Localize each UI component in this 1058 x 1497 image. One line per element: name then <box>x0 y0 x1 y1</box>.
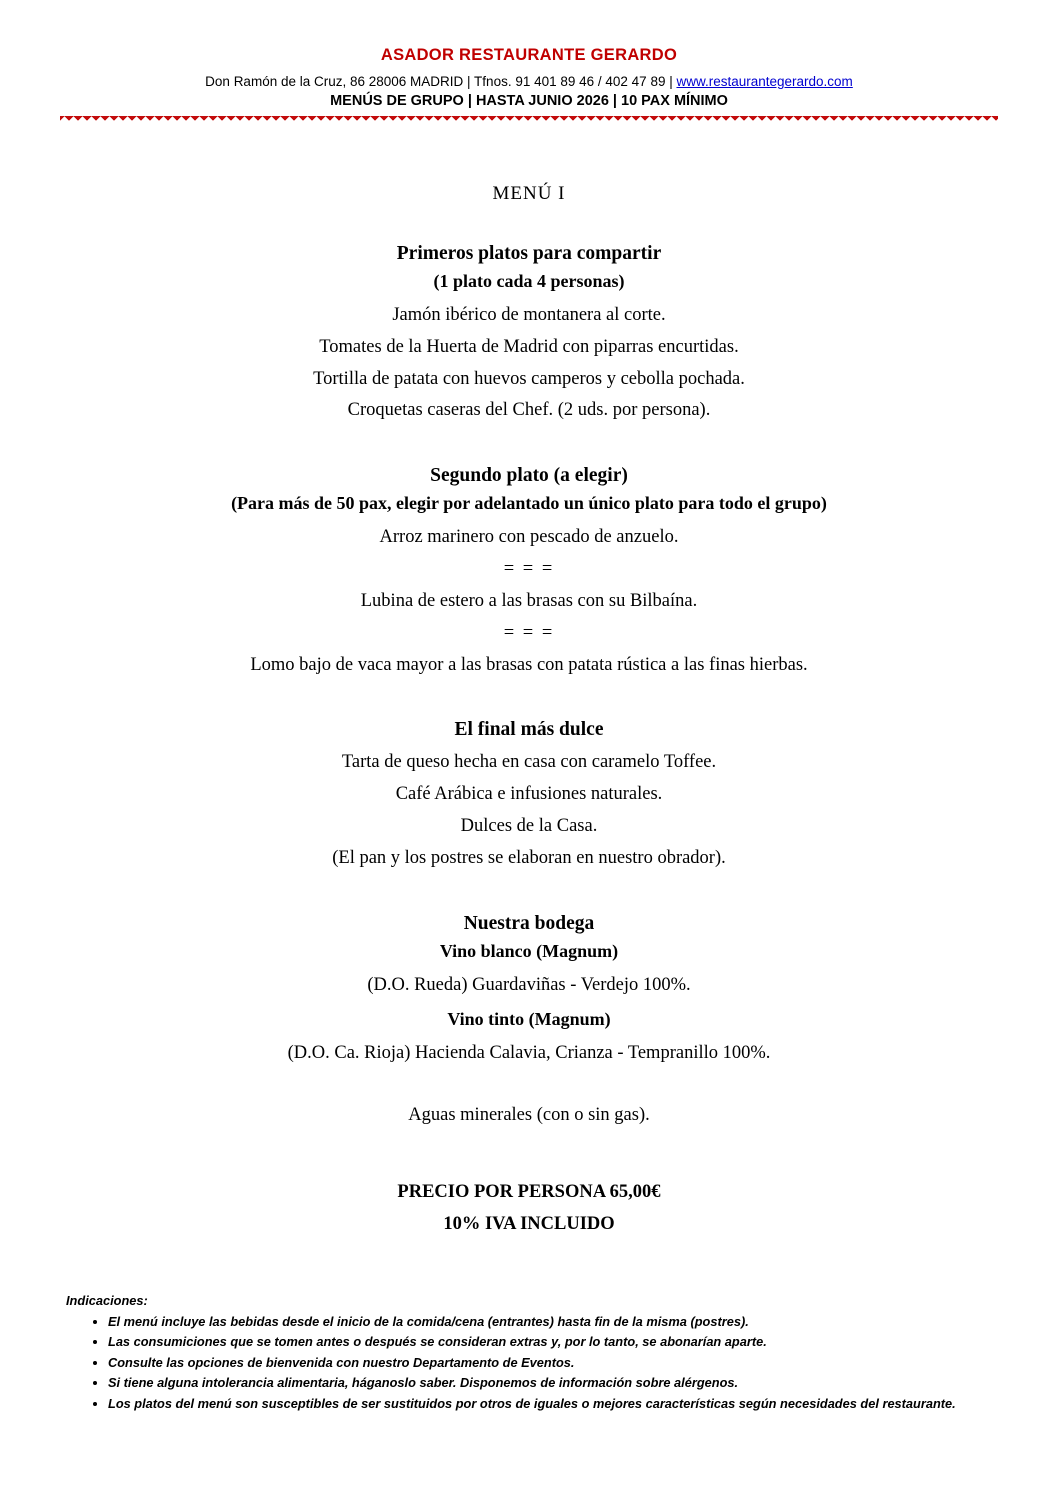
section-heading: Segundo plato (a elegir) <box>430 465 628 487</box>
website-link[interactable]: www.restaurantegerardo.com <box>676 74 853 89</box>
menu-line: Tortilla de patata con huevos camperos y cebolla pochada. <box>313 368 745 389</box>
section-subheading: (1 plato cada 4 personas) <box>433 271 625 291</box>
section-primeros-platos <box>60 243 998 427</box>
list-item: • Las consumiciones que se tomen antes o después se consideran extras y, por lo tanto, se abonarían aparte. <box>108 1332 998 1351</box>
document-header <box>60 46 998 125</box>
water-line: Aguas minerales (con o sin gas). <box>408 1105 650 1126</box>
red-wine-line: (D.O. Ca. Rioja) Hacienda Calavia, Crianza - Tempranillo 100%. <box>287 1043 771 1064</box>
vat-note: 10% IVA INCLUIDO <box>443 1214 615 1235</box>
list-item: • El menú incluye las bebidas desde el inicio de la comida/cena (entrantes) hasta fin de la misma (postres). <box>108 1312 998 1331</box>
decorative-divider <box>60 116 998 125</box>
notes-title: Indicaciones: <box>66 1292 148 1308</box>
menu-line: Dulces de la Casa. <box>460 815 598 836</box>
menu-line: Tarta de queso hecha en casa con caramelo Toffee. <box>341 752 717 773</box>
spacer <box>60 1070 998 1100</box>
notes-block <box>60 1293 998 1413</box>
menu-line: Lubina de estero a las brasas con su Bilbaína. <box>360 590 698 611</box>
section-heading: El final más dulce <box>454 719 604 741</box>
menu-line: Café Arábica e infusiones naturales. <box>395 784 663 805</box>
menus-subtitle: MENÚS DE GRUPO | HASTA JUNIO 2026 | 10 PAX MÍNIMO <box>330 93 728 109</box>
section-subheading: (Para más de 50 pax, elegir por adelantado un único plato para todo el grupo) <box>231 493 827 514</box>
white-wine-heading: Vino blanco (Magnum) <box>439 940 619 961</box>
menu-line: Croquetas caseras del Chef. (2 uds. por persona). <box>347 400 711 421</box>
page-title: MENÚ I <box>492 183 566 204</box>
menu-line: Lomo bajo de vaca mayor a las brasas con patata rústica a las finas hierbas. <box>250 654 808 675</box>
white-wine-line: (D.O. Rueda) Guardaviñas - Verdejo 100%. <box>367 974 691 995</box>
section-segundo-plato <box>60 465 998 681</box>
list-item: • Si tiene alguna intolerancia alimentaria, háganoslo saber. Disponemos de información sobre alérgenos. <box>108 1373 998 1392</box>
menu-line: Jamón ibérico de montanera al corte. <box>392 305 666 325</box>
notes-list <box>60 1312 998 1413</box>
address-line <box>60 74 998 89</box>
menu-line: Arroz marinero con pescado de anzuelo. <box>379 527 679 548</box>
menu-separator: = = = <box>503 559 555 580</box>
menu-line: (El pan y los postres se elaboran en nuestro obrador). <box>332 847 726 868</box>
address-text: Don Ramón de la Cruz, 86 28006 MADRID | Tfnos. 91 401 89 46 / 402 47 89 | <box>205 74 677 89</box>
section-heading: Primeros platos para compartir <box>396 243 662 264</box>
menu-separator: = = = <box>503 622 555 643</box>
list-item: • Consulte las opciones de bienvenida con nuestro Departamento de Eventos. <box>108 1353 998 1372</box>
list-item: • Los platos del menú son susceptibles de ser sustituidos por otros de iguales o mejores características según necesidades del restaurante. <box>108 1394 998 1413</box>
restaurant-name: ASADOR RESTAURANTE GERARDO <box>380 46 678 64</box>
price-per-person: PRECIO POR PERSONA 65,00€ <box>397 1182 661 1202</box>
section-postres <box>60 719 998 874</box>
red-wine-heading: Vino tinto (Magnum) <box>447 1009 611 1030</box>
menu-line: Tomates de la Huerta de Madrid con piparras encurtidas. <box>319 336 739 357</box>
section-bodega <box>60 913 998 1132</box>
price-block <box>60 1176 998 1241</box>
bodega-heading: Nuestra bodega <box>463 912 595 934</box>
